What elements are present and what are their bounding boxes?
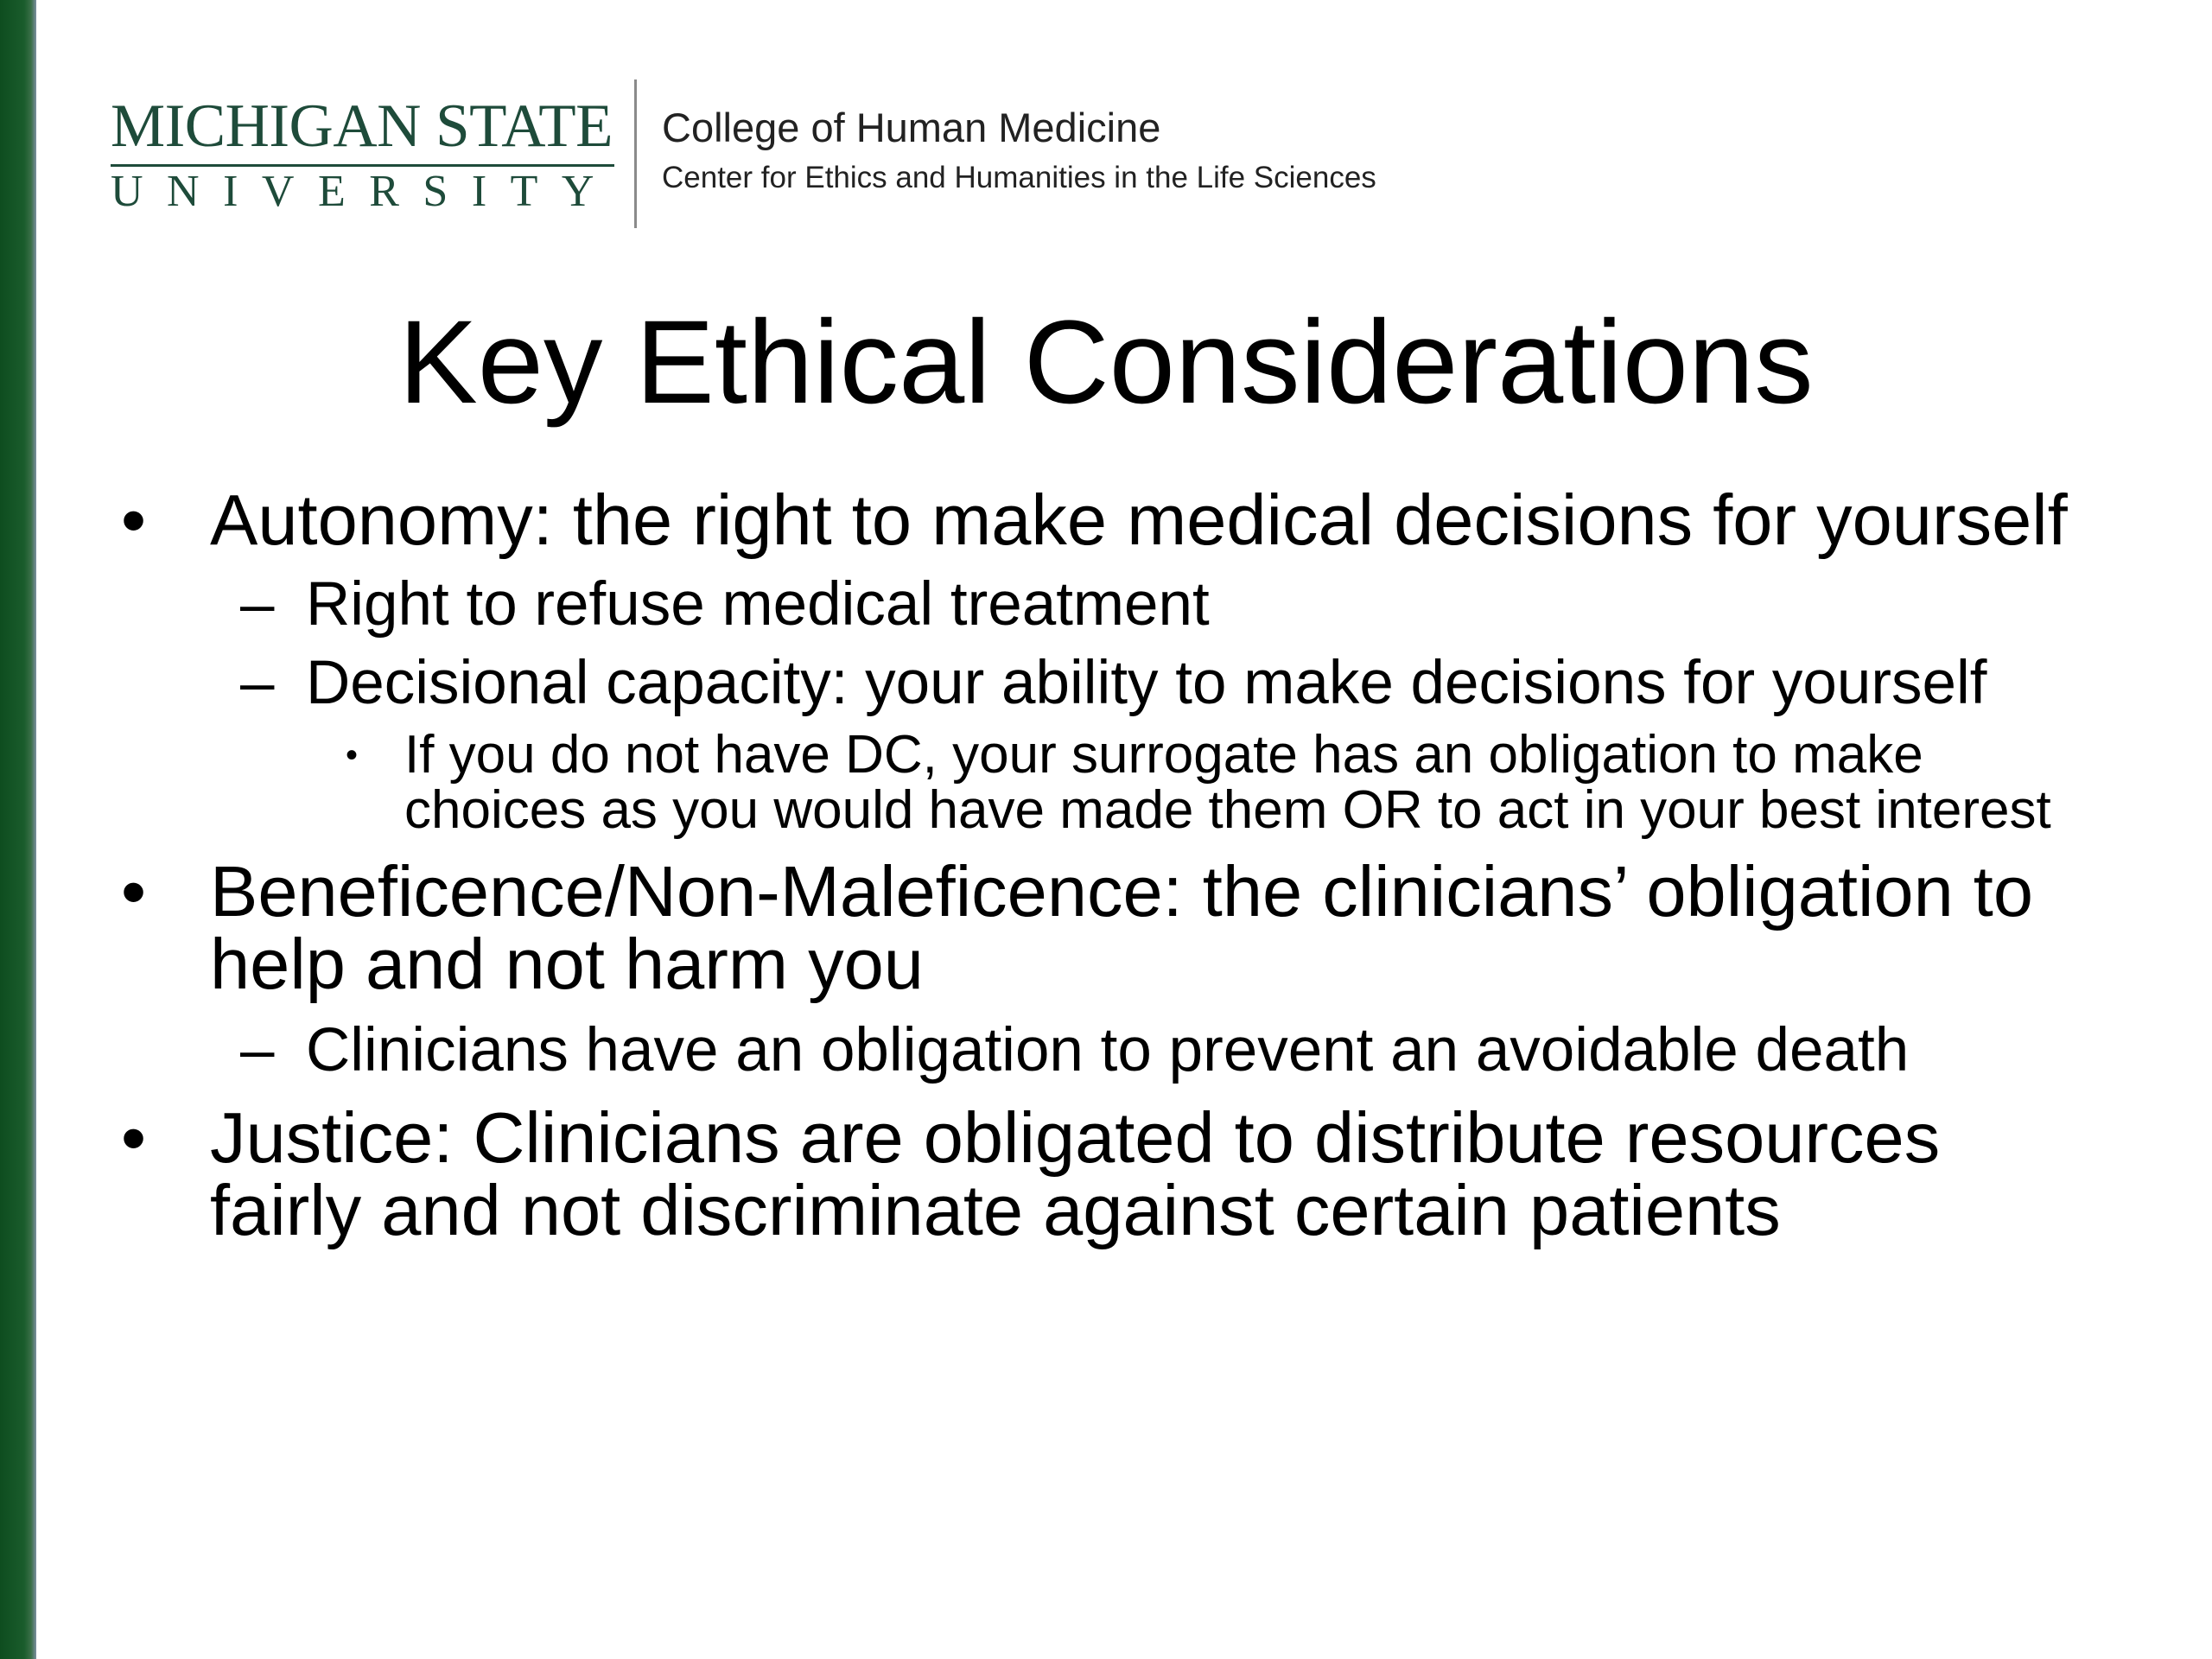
sub-bullet-decisional-capacity (240, 651, 2108, 715)
msu-wordmark (111, 79, 618, 231)
slide-title: Key Ethical Considerations (398, 296, 1814, 429)
bullet-list (121, 480, 2108, 1250)
bullet-justice (121, 1097, 2108, 1250)
logo-divider (634, 79, 637, 228)
logo-center-name: Center for Ethics and Humanities in the Life Sciences (662, 161, 1376, 194)
sub-bullet-refuse-treatment (240, 572, 2108, 637)
university-logo (111, 79, 1459, 231)
sub-bullet-avoidable-death (240, 1018, 2108, 1083)
bullet-text: Autonomy: the right to make medical decisions for yourself (210, 480, 2068, 560)
bullet-marker: • (121, 480, 147, 560)
dash-marker: – (240, 1016, 275, 1084)
bullet-text: Beneficence/Non-Maleficence: the clinicians’ obligation to help and not harm you (210, 851, 2034, 1004)
dash-marker: – (240, 570, 275, 639)
logo-college-name: College of Human Medicine (662, 105, 1161, 150)
sub-bullet-text: Right to refuse medical treatment (306, 570, 1210, 639)
sub-bullet-text: Clinicians have an obligation to prevent an avoidable death (306, 1016, 1910, 1084)
logo-university-word: UNIVERSITY (111, 167, 618, 216)
sub-sub-bullet-surrogate (346, 725, 2108, 840)
bullet-autonomy (121, 480, 2108, 560)
sub-sub-bullet-text: If you do not have DC, your surrogate has an obligation to make choices as you would have made them OR to act in your best interest (404, 725, 2051, 840)
logo-university-name: MICHIGAN STATE (111, 92, 613, 160)
bullet-beneficence (121, 851, 2108, 1004)
bullet-marker: • (121, 1097, 147, 1178)
dash-marker: – (240, 649, 275, 717)
bullet-text: Justice: Clinicians are obligated to distribute resources fairly and not discriminate against certain patients (210, 1097, 1941, 1250)
sidebar-accent-bar (0, 0, 36, 1659)
sub-bullet-text: Decisional capacity: your ability to make decisions for yourself (306, 649, 1987, 717)
bullet-marker: • (346, 736, 359, 774)
bullet-marker: • (121, 851, 147, 931)
